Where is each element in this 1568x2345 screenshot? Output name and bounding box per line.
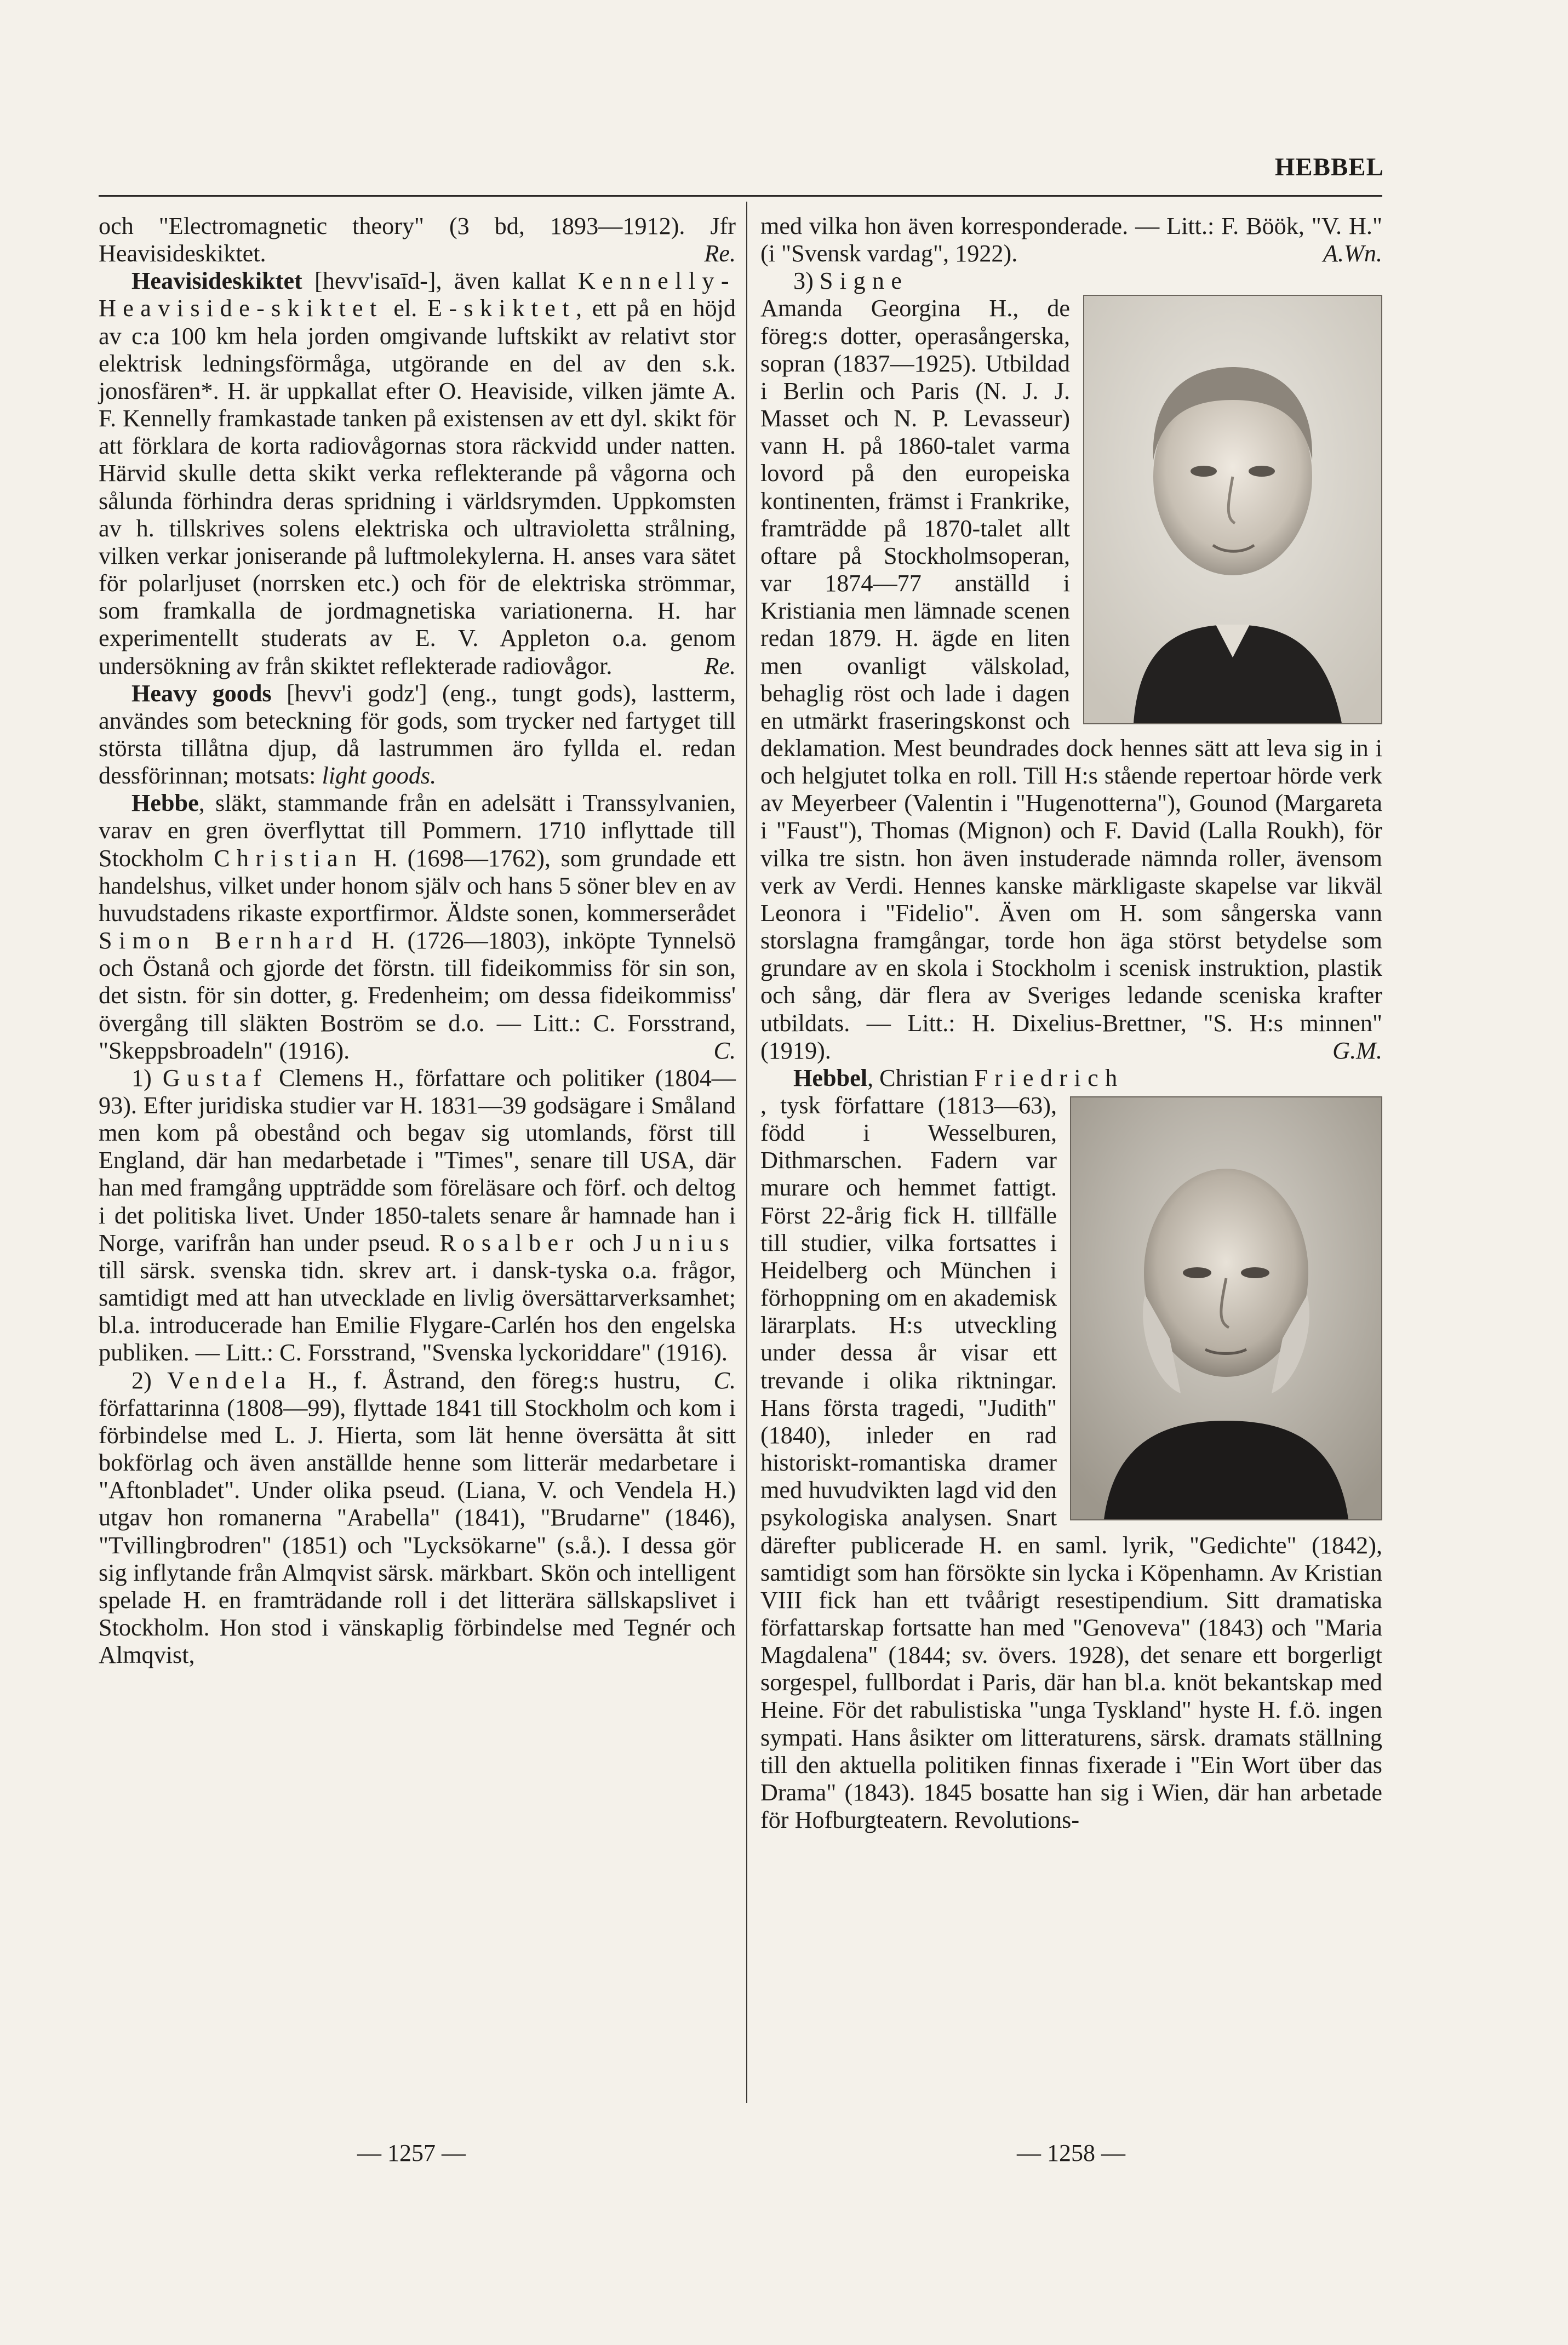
- paragraph-vendela-continued: [760, 213, 1382, 267]
- column-divider: [746, 202, 747, 2103]
- signature: Re.: [704, 652, 736, 679]
- portrait-friedrich-hebbel: [1070, 1096, 1382, 1520]
- spaced-name: Vendela: [167, 1366, 293, 1394]
- entry-heavisideskiktet: [99, 267, 736, 679]
- entry-text: el.: [383, 295, 428, 322]
- spaced-name: Junius: [633, 1229, 736, 1256]
- headword: Heavisideskiktet: [131, 267, 302, 295]
- woman-portrait-image: [1084, 296, 1381, 723]
- entry-text: , släkt, stammande från en adelsätt i Transsylvanien, varav en gren överflyttat till Pommern. 1710 inflyttade till Stockholm: [99, 790, 736, 872]
- man-portrait-image: [1071, 1097, 1381, 1519]
- entry-text: , ett på en höjd av c:a 100 km hela jorden omgivande luftskikt av relativt stor elektrisk ledningsförmåga, utgörande en del av den s.k. jonosfären*. H. är uppkallat efter O. Heaviside, vilken jämte A. F. Kennelly framkastade tanken på existensen av ett dyl. skikt för att förklara de korta radiovågornas stora räckvidd under natten. Härvid skulle detta skikt verka reflekterande på vågorna och sålunda förhindra deras spridning i världsrymden. Uppkomsten av h. tillskrives solens elektriska och ultravioletta strålning, vilken verkar joniserande på luftmolekylerna. H. anses vara sätet för polarljuset (norrsken etc.) och för de elektriska strömmar, som framkalla de jordmagnetiska variationerna. H. har experimentellt studerats av E. V. Appleton o.a. genom undersökning av från skiktet reflekterade radiovågor.: [99, 295, 736, 679]
- entry-text: Amanda Georgina H., de föreg:s dotter, operasångerska, sopran (1837—1925). Utbildad i Berlin och Paris (N. J. J. Masset och N. P. Levasseur) vann H. på 1860-talet varma lovord på den europeiska kontinenten, främst i Frankrike, framträdde på 1870-talet allt oftare på Stockholmsoperan, var 1874—77 anställd i Kristiania men lämnade scenen redan 1879. H. ägde en liten men ovanligt välskolad, behaglig röst och lade i dagen en utmärkt fraseringskonst och deklamation. Mest beundrades dock hennes sätt att leva sig in i och helgjutet tolka en roll. Till H:s stående repertoar hörde verk av Meyerbeer (Valentin i "Hugenotterna"), Gounod (Margareta i "Faust"), Thomas (Mignon) och F. David (Lalla Roukh), för vilka tre sistn. hon även instuderade nämnda roller, ävensom verk av Verdi. Hennes kanske märkligaste skapelse var likväl Leonora i "Fidelio". Även om H. som sångerska vann storslagna framgångar, torde hon äga störst betydelse som grundare av en skola i Stockholm i scenisk instruktion, plastik och sång, där flera av Sveriges ledande sceniska krafter utbildats. — Litt.: H. Dixelius-Brettner, "S. H:s minnen" (1919).: [760, 295, 1382, 1064]
- page-number-right: — 1258 —: [1017, 2140, 1125, 2166]
- headword: Hebbel: [793, 1064, 868, 1091]
- header-rule: [99, 195, 1382, 197]
- paragraph-electromagnetic: [99, 213, 736, 267]
- headword: Hebbe: [131, 790, 199, 817]
- right-column: [760, 213, 1382, 1834]
- signature: Re.: [704, 240, 736, 267]
- paragraph-text: med vilka hon även korresponderade. — Litt.: F. Böök, "V. H." (i "Svensk vardag", 1922).: [760, 213, 1382, 267]
- spaced-term: E-skiktet: [427, 295, 576, 322]
- entry-text: och: [580, 1229, 633, 1256]
- entry-number: 3): [793, 267, 820, 295]
- entry-hebbel: [760, 1065, 1382, 1092]
- spaced-name: Signe: [819, 267, 909, 295]
- entry-text: , tysk författare (1813—63), född i Wesselburen, Dithmarschen. Fadern var murare och hemmet fattigt. Först 22-årig fick H. tillfälle till studier, vilka fortsattes i Heidelberg och München i förhoppning om en akademisk lärarplats. H:s utveckling under dessa år visar ett trevande i olika riktningar. Hans första tragedi, "Judith" (1840), inleder en rad historiskt-romantiska dramer med huvudvikten lagd vid den psykologiska analysen. Snart därefter publicerade H. en saml. lyrik, "Gedichte" (1842), samtidigt som han försökte sin lycka i Köpenhamn. Av Kristian VIII fick han ett tvåårigt resestipendium. Sitt dramatiska författarskap fortsatte han med "Genoveva" (1843) och "Maria Magdalena" (1844; sv. övers. 1928), det senare ett borgerligt sorgespel, fullbordat i Paris, där han bl.a. knöt bekantskap med Heine. För det rabulistiska "unga Tyskland" hyste H. f.ö. ingen sympati. Hans åsikter om litteraturens, särsk. dramats ställning till den aktuella politiken finnas fixerade i "Ein Wort über das Drama" (1843). 1845 bosatte han sig i Wien, där han arbetade för Hofburgteatern. Revolutions-: [760, 1092, 1382, 1834]
- entry-text: H. (1726—1803), inköpte Tynnelsö och Östanå och gjorde det förstn. till fideikommiss för sin son, det sistn. för sin dotter, g. Fredenheim; om dessa fideikommiss' övergång till släkten Boström se d.o. — Litt.: C. Forsstrand, "Skeppsbroadeln" (1916).: [99, 927, 736, 1064]
- entry-text: H. (1698—1762), som grundade ett handelshus, vilket under honom själv och hans 5 söner blev en av huvudstadens rikaste exportfirmor. Äldste sonen, kommerserådet: [99, 844, 736, 926]
- entry-text: Clemens H., författare och politiker (1804—93). Efter juridiska studier var H. 1831—39 godsägare i Småland men kom på obestånd och begav sig utomlands, först till England, där han medarbetade i "Times", senare till USA, där han med framgång uppträdde som föreläsare och förf. och deltog i det politiska livet. Under 1850-talets senare år hamnade han i Norge, varifrån han under pseud.: [99, 1064, 736, 1256]
- entry-text: , Christian: [867, 1064, 975, 1091]
- pronunciation: [hevv'isaīd-], även kallat: [302, 267, 578, 295]
- entry-text: till särsk. svenska tidn. skrev art. i dansk-tyska o.a. frågor, samtidigt med att han utvecklade en livlig översättarverksamhet; bl.a. introducerade han Emilie Flygare-Carlén hos den engelska publiken. — Litt.: C. Forsstrand, "Svenska lyckoriddare" (1916).: [99, 1256, 736, 1366]
- spaced-name: Christian: [214, 844, 364, 872]
- entry-vendela: [99, 1367, 736, 1669]
- signature: G.M.: [1332, 1037, 1382, 1064]
- left-column: [99, 213, 736, 1669]
- running-head: HEBBEL: [1274, 153, 1384, 181]
- entry-heavy-goods: [99, 680, 736, 790]
- entry-text: [hevv'i godz'] (eng., tungt gods), lastterm, användes som beteckning för gods, som trycker ned fartyget till största tillåtna djup, då lastrummen äro fyllda el. redan dessförinnan; motsats:: [99, 679, 736, 790]
- paragraph-text: och "Electromagnetic theory" (3 bd, 1893—1912). Jfr Heavisideskiktet.: [99, 213, 736, 267]
- spaced-term: Kennelly-Heaviside-skiktet: [99, 267, 736, 322]
- entry-signe: [760, 267, 1382, 295]
- spaced-name: Friedrich: [974, 1064, 1124, 1091]
- entry-text: H., f. Åstrand, den föreg:s hustru, författarinna (1808—99), flyttade 1841 till Stockholm och kom i förbindelse med L. J. Hierta, som lät henne översätta åt sitt bokförlag och även anställde henne som litterär medarbetare i "Aftonbladet". Under olika pseud. (Liana, V. och Vendela H.) utgav hon romanerna "Arabella" (1841), "Brudarne" (1846), "Tvillingbrodren" (1851) och "Lycksökarne" (s.å.). I dessa gör sig inflytande från Almqvist särsk. märkbart. Skön och intelligent spelade H. en framträdande roll i det litterära sällskapslivet i Stockholm. Hon stod i vänskaplig förbindelse med Tegnér och Almqvist,: [99, 1366, 736, 1669]
- entry-hebbe: [99, 790, 736, 1065]
- headword: Heavy goods: [131, 679, 272, 707]
- spaced-name: Rosalber: [439, 1229, 580, 1256]
- entry-number: 1): [131, 1064, 163, 1091]
- page-number-left: — 1257 —: [357, 2140, 466, 2166]
- signature: C.: [713, 1366, 736, 1394]
- italic-term: light goods.: [322, 762, 437, 790]
- spaced-name: Simon Bernhard: [99, 927, 359, 954]
- signature: A.Wn.: [1323, 240, 1382, 267]
- entry-number: 2): [131, 1366, 168, 1394]
- portrait-signe-hebbe: [1083, 295, 1382, 724]
- spaced-name: Gustaf: [162, 1064, 268, 1091]
- signature: C.: [713, 1037, 736, 1064]
